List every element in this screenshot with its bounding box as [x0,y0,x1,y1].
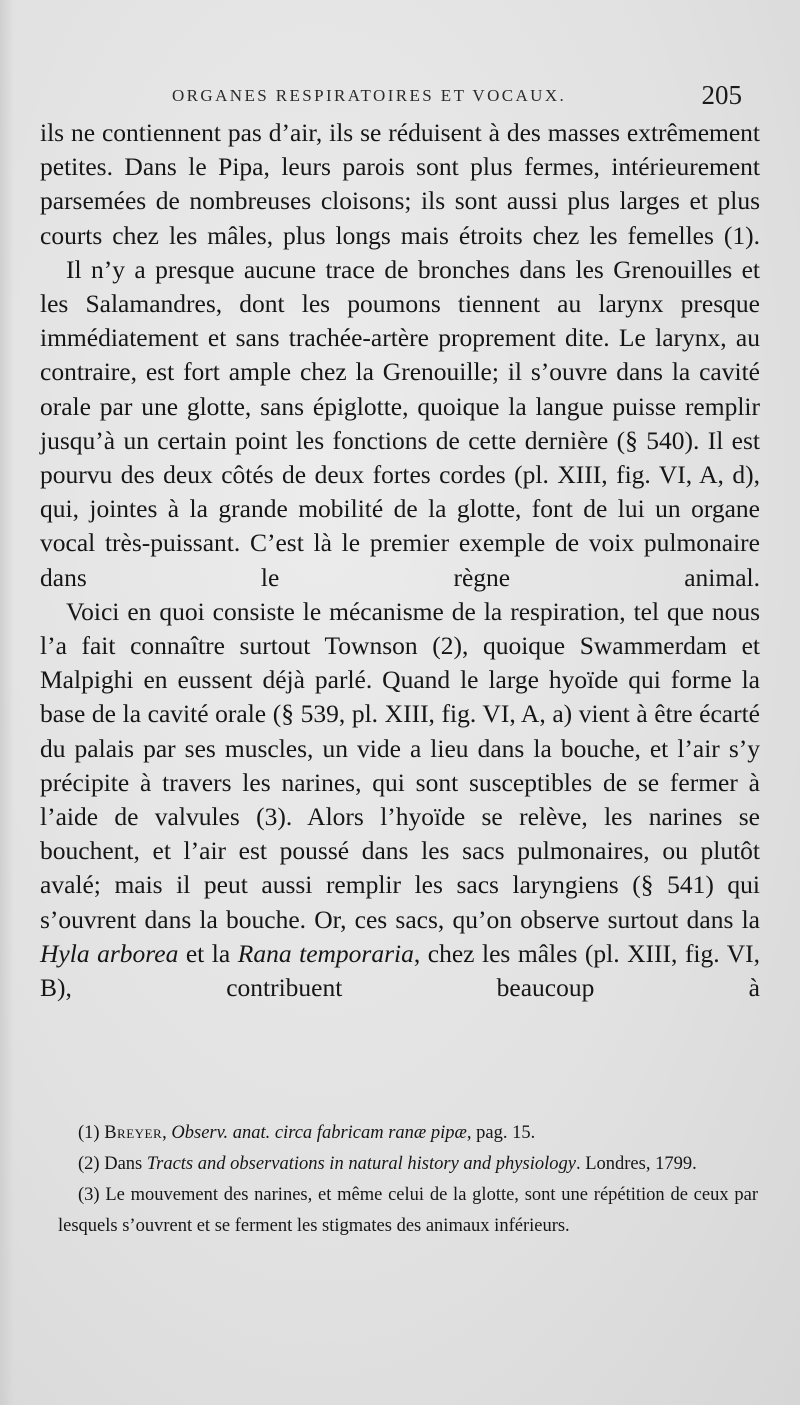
running-title: ORGANES RESPIRATOIRES ET VOCAUX. [172,86,567,105]
page-number: 205 [701,80,742,110]
footnote-pre: Dans [104,1154,147,1174]
footnote-work-title: Observ. anat. circa fabricam ranæ pipæ [171,1123,467,1143]
species-name-rana: Rana temporaria [237,938,414,968]
scan-shadow [0,0,14,1405]
footnote-rest: , pag. 15. [466,1123,536,1143]
page-header [172,80,742,112]
footnote-author: Breyer [104,1123,163,1143]
paragraph-3-text-b: et la [178,938,238,968]
paragraph-3 [40,595,760,1005]
footnote-1 [58,1118,758,1149]
footnote-rest: . Londres, 1799. [575,1154,697,1174]
footnote-marker: (1) [78,1123,100,1143]
footnotes [58,1118,758,1242]
paragraph-1: ils ne contiennent pas d’air, ils se réduisent à des masses extrêmement petites. Dans le Pipa, leurs parois sont plus fermes, intérieurement parsemées de nombreuses cloisons; ils sont aussi plus larges et plus courts chez les mâles, plus longs mais étroits chez les femelles (1). [40,118,760,250]
footnote-sep: , [162,1123,172,1143]
footnote-2 [58,1149,758,1180]
paragraph-3-text-c: , chez les mâles (pl. XIII, fig. VI, B), contribuent beaucoup à [40,938,761,1003]
body-text [40,116,760,1005]
footnote-text: Le mouvement des narines, et même celui de la glotte, sont une répétition de ceux par lesquels s’ouvrent et se ferment les stigmates des animaux inférieurs. [58,1185,759,1236]
footnote-marker: (3) [78,1185,100,1205]
species-name-hyla: Hyla arborea [40,938,179,968]
paragraph-2: Il n’y a presque aucune trace de bronches dans les Grenouilles et les Salamandres, dont les poumons tiennent au larynx presque immédiatement et sans trachée-artère proprement dite. Le larynx, au contraire, est fort ample chez la Grenouille; il s’ouvre dans la cavité orale par une glotte, sans épiglotte, quoique la langue puisse remplir jusqu’à un certain point les fonctions de cette dernière (§ 540). Il est pourvu des deux côtés de deux fortes cordes (pl. XIII, fig. VI, A, d), qui, jointes à la grande mobilité de la glotte, font de lui un organe vocal très-puissant. C’est là le premier exemple de voix pulmonaire dans le règne animal. [40,254,760,592]
footnote-3 [58,1180,758,1242]
paragraph-3-text-a: Voici en quoi consiste le mécanisme de la respiration, tel que nous l’a fait connaître surtout Townson (2), quoique Swammerdam et Malpighi en eussent déjà parlé. Quand le large hyoïde qui forme la base de la cavité orale (§ 539, pl. XIII, fig. VI, A, a) vient à être écarté du palais par ses muscles, un vide a lieu dans la bouche, et l’air s’y précipite à travers les narines, qui sont susceptibles de se fermer à l’aide de valvules (3). Alors l’hyoïde se relève, les narines se bouchent, et l’air est poussé dans les sacs pulmonaires, ou plutôt avalé; mais il peut aussi remplir les sacs laryngiens (§ 541) qui s’ouvrent dans la bouche. Or, ces sacs, qu’on observe surtout dans la [40,596,760,934]
footnote-work-title: Tracts and observations in natural history and physiology [146,1154,576,1174]
footnote-marker: (2) [78,1154,100,1174]
